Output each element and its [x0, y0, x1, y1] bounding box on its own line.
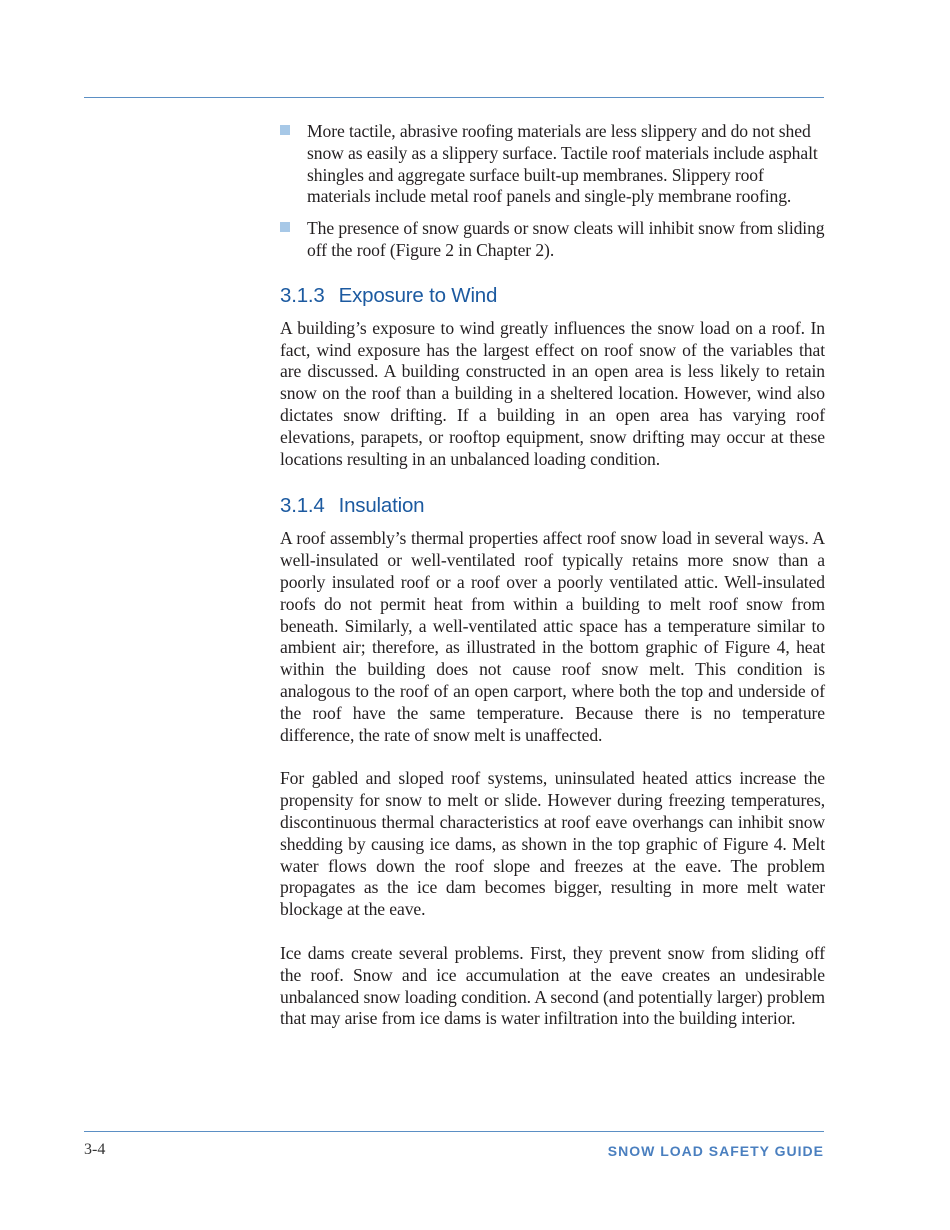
footer-rule [84, 1131, 824, 1132]
guide-title: SNOW LOAD SAFETY GUIDE [607, 1143, 824, 1159]
page-content [280, 121, 825, 1030]
bullet-item [280, 121, 825, 208]
square-bullet-icon [280, 222, 290, 232]
section-title: Exposure to Wind [338, 283, 498, 307]
section-title: Insulation [338, 494, 425, 518]
section-heading-exposure-to-wind [280, 284, 825, 308]
bullet-item [280, 218, 825, 262]
section-number: 3.1.3 [280, 283, 325, 307]
section-number: 3.1.4 [280, 494, 325, 518]
paragraph: A roof assembly’s thermal properties affect roof snow load in several ways. A well-insulated or well-ventilated roof typically retains more snow than a poorly insulated roof or a roof over a poorly ventilated attic. Well-insulated roofs do not permit heat from within a building to melt roof snow from beneath. Similarly, a well-ventilated attic space has a temperature similar to ambient air; therefore, as illustrated in the bottom graphic of Figure 4, heat within the building does not cause roof snow melt. This condition is analogous to the roof of an open carport, where both the top and underside of the roof have the same temperature. Because there is no temperature difference, the rate of snow melt is unaffected. [280, 528, 825, 745]
paragraph: For gabled and sloped roof systems, uninsulated heated attics increase the propensity for snow to melt or slide. However during freezing temperatures, discontinuous thermal characteristics at roof eave overhangs can inhibit snow shedding by causing ice dams, as shown in the top graphic of Figure 4. Melt water flows down the roof slope and freezes at the eave. The problem propagates as the ice dam becomes bigger, resulting in more melt water blockage at the eave. [280, 768, 825, 920]
page-number: 3-4 [84, 1141, 106, 1158]
bullet-text: More tactile, abrasive roofing materials are less slippery and do not shed snow as easily as a slippery surface. Tactile roof materials include asphalt shingles and aggregate surface built-up membranes. Slippery roof materials include metal roof panels and single-ply membrane roofing. [307, 121, 818, 207]
paragraph: Ice dams create several problems. First, they prevent snow from sliding off the roof. Snow and ice accumulation at the eave creates an undesirable unbalanced snow loading condition. A second (and potentially larger) problem that may arise from ice dams is water infiltration into the building interior. [280, 942, 825, 1029]
section-heading-insulation [280, 494, 825, 518]
paragraph: A building’s exposure to wind greatly influences the snow load on a roof. In fact, wind exposure has the largest effect on roof snow of the variables that are discussed. A building constructed in an open area is less likely to retain snow on the roof than a building in a sheltered location. However, wind also dictates snow drifting. If a building in an open area has varying roof elevations, parapets, or rooftop equipment, snow drifting may occur at these locations resulting in an unbalanced loading condition. [280, 317, 825, 469]
bullet-text: The presence of snow guards or snow cleats will inhibit snow from sliding off the roof (Figure 2 in Chapter 2). [307, 218, 825, 260]
header-rule [84, 97, 824, 98]
square-bullet-icon [280, 125, 290, 135]
